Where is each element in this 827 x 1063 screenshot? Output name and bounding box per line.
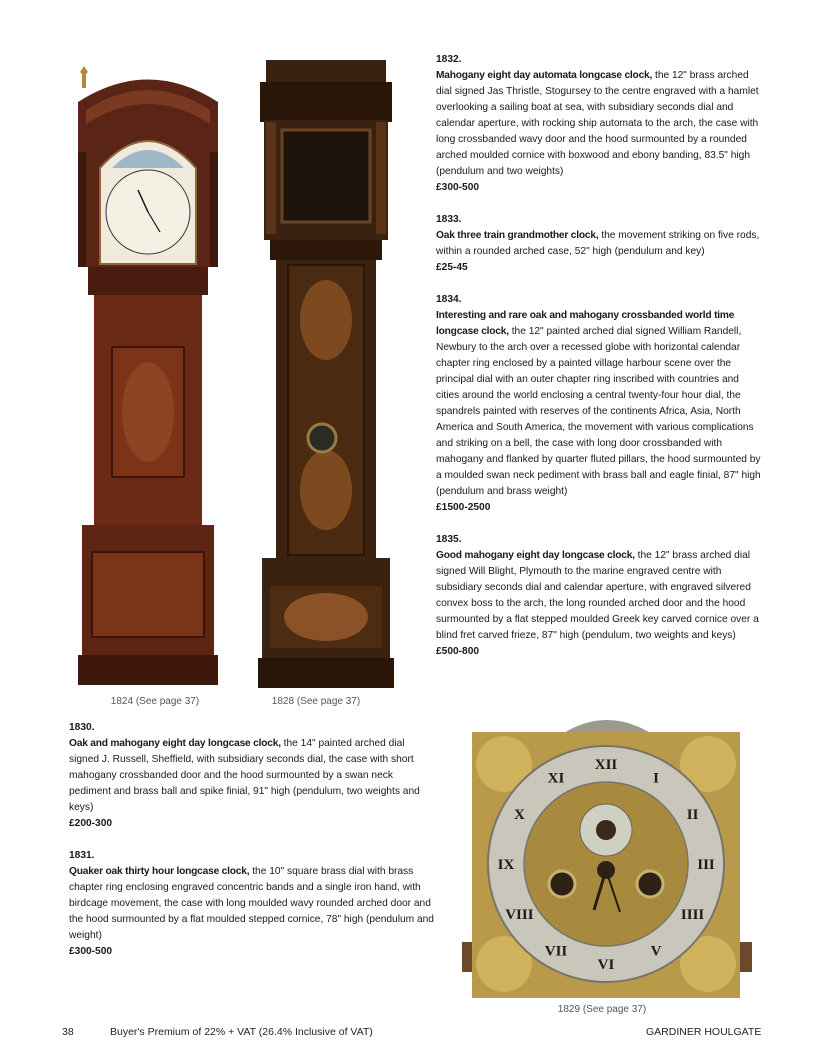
dial-numeral: IIII <box>680 907 705 923</box>
dial-numeral: II <box>686 807 699 823</box>
lot-1835 <box>436 532 764 660</box>
dial-numeral: III <box>697 857 715 873</box>
dial-numeral: VII <box>544 943 568 960</box>
lot-number: 1830. <box>69 722 95 733</box>
lot-title: Mahogany eight day automata longcase clock, <box>436 70 653 81</box>
dial-numeral: V <box>650 943 662 960</box>
lot-description <box>436 548 764 644</box>
lot-estimate: £500-800 <box>436 646 480 657</box>
lot-estimate: £300-500 <box>69 946 113 957</box>
lot-text: the 12" painted arched dial signed William Randell, Newbury to the arch over a recessed globe with horizontal calendar chapter ring enclosed by a painted village harbour scene over the principal dial with an outer chapter ring inscribed with countries and cities around the world enclosing a central twenty-four hour dial, the spandrels painted with reserves of the continents Africa, Asia, North America and South America, the movement with various complications and striking on a bell, the case with long door crossbanded with mahogany and flanked by quarter fluted pillars, the hood surmounted by a moulded swan neck pediment with brass ball and eagle finial, 87" high (pendulum and brass weight) <box>436 326 761 497</box>
lot-description <box>69 736 435 816</box>
lot-number: 1835. <box>436 534 462 545</box>
dial-numeral: I <box>653 770 659 787</box>
dial-numeral: IX <box>497 857 515 873</box>
caption-1824: 1824 (See page 37) <box>110 696 200 707</box>
lot-1830 <box>69 720 435 832</box>
lot-description <box>69 864 435 944</box>
lot-estimate: £1500-2500 <box>436 502 491 513</box>
lot-1831 <box>69 848 435 960</box>
clock-1829-dial-image <box>462 712 752 1000</box>
lot-description <box>436 228 764 260</box>
lot-title: Good mahogany eight day longcase clock, <box>436 550 635 561</box>
lot-description <box>436 68 764 180</box>
dial-numeral: XI <box>547 770 565 787</box>
dial-numeral: VIII <box>505 907 534 923</box>
lot-title: Quaker oak thirty hour longcase clock, <box>69 866 250 877</box>
lot-1832 <box>436 52 764 196</box>
lot-title: Interesting and rare oak and mahogany crossbanded world time longcase clock, <box>436 310 735 337</box>
lot-number: 1831. <box>69 850 95 861</box>
lot-text: the 12" brass arched dial signed Jas Thristle, Stogursey to the centre engraved with a hamlet overlooking a sailing boat at sea, with subsidiary seconds dial and calendar aperture, with rocking ship automata to the arch, the case with long crossbanded wavy door and the hood surmounted by a rounded arched moulded cornice with boxwood and ebony banding, 83.5" high (pendulum and two weights) <box>436 70 759 177</box>
lot-text: the movement striking on five rods, within a rounded arched case, 52" high (pendulum and key) <box>436 230 760 257</box>
lot-estimate: £200-300 <box>69 818 113 829</box>
lot-estimate: £300-500 <box>436 182 480 193</box>
dial-numeral: VI <box>597 957 615 973</box>
dial-numeral: XII <box>594 757 618 773</box>
clock-1824-image <box>68 62 228 690</box>
footer-page-number: 38 <box>62 1026 74 1038</box>
footer-auction-house: GARDINER HOULGATE <box>646 1026 762 1038</box>
dial-numeral: X <box>513 807 525 823</box>
lot-title: Oak and mahogany eight day longcase clock, <box>69 738 281 749</box>
clock-1828-image <box>254 60 398 690</box>
lot-1834 <box>436 292 764 516</box>
lot-number: 1833. <box>436 214 462 225</box>
footer-buyers-premium: Buyer's Premium of 22% + VAT (26.4% Inclusive of VAT) <box>110 1026 373 1038</box>
lot-number: 1832. <box>436 54 462 65</box>
caption-1829: 1829 (See page 37) <box>557 1004 647 1015</box>
lot-number: 1834. <box>436 294 462 305</box>
caption-1828: 1828 (See page 37) <box>271 696 361 707</box>
lot-text: the 14" painted arched dial signed J. Russell, Sheffield, with subsidiary seconds dial, the case with short mahogany crossbanded door and the hood surmounted by a swan neck pediment and brass ball and spike finial, 91" high (pendulum, two weights and keys) <box>69 738 420 813</box>
lot-title: Oak three train grandmother clock, <box>436 230 599 241</box>
lot-text: the 10" square brass dial with brass chapter ring enclosing engraved concentric bands and a single iron hand, with birdcage movement, the case with long moulded wavy rounded arched door and the hood surmounted by a flat moulded stepped cornice, 78" high (pendulum and weight) <box>69 866 434 941</box>
lot-1833 <box>436 212 764 276</box>
lot-estimate: £25-45 <box>436 262 468 273</box>
lot-description <box>436 308 764 500</box>
lot-text: the 12" brass arched dial signed Will Blight, Plymouth to the marine engraved centre with subsidiary seconds dial and calendar aperture, with engraved silvered convex boss to the arch, the long rounded arched door and the hood surmounted by a flat stepped moulded Greek key carved cornice over a blind fret carved frieze, 87" high (pendulum, two weights and keys) <box>436 550 759 641</box>
